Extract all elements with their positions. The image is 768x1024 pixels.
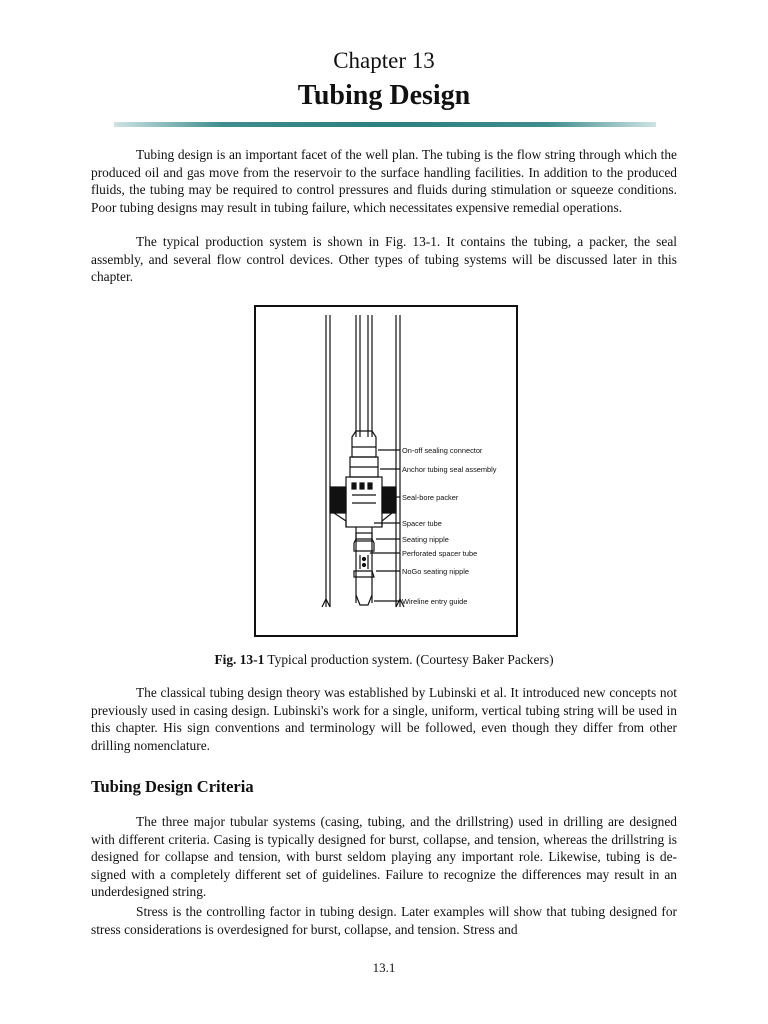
chapter-number: Chapter 13 — [333, 48, 435, 73]
label-seating-nipple: Seating nipple — [402, 535, 449, 544]
page-number: 13.1 — [372, 960, 396, 975]
paragraph-design-criteria: The three major tubular systems (casing, tubing, and the drillstring) used in drilling are designed with different criteria. Casing is typically designed for burst, collapse, and tension, whereas the drillstring is designed for collapse and tension, with burst seldom playing any important role. Likewise, tubing is de- signed with a completely different set of guidelines. Failure to recognize the differences may result in an underdesigned string. — [91, 814, 677, 900]
section-heading: Tubing Design Criteria — [91, 777, 254, 796]
paragraph-stress: Stress is the controlling factor in tubing design. Later examples will show that tubing designed for stress considerations is overdesigned for burst, collapse, and tension. Stress and — [91, 904, 677, 937]
production-system-diagram — [256, 307, 516, 635]
paragraph-intro: Tubing design is an important facet of the well plan. The tubing is the flow string through which the produced oil and gas move from the reservoir to the surface handling facilities. In addition to the produced fluids, the tubing may be required to control pressures and fluids during stimulation or squeeze conditions. Poor tubing designs may result in tubing failure, which necessitates expensive remedial operations. — [91, 147, 677, 215]
label-spacer-tube: Spacer tube — [402, 519, 442, 528]
figure-caption-label: Fig. 13-1 — [214, 652, 265, 667]
paragraph-lubinski: The classical tubing design theory was established by Lubinski et al. It introduced new concepts not previously used in casing design. Lubinski's work for a single, uniform, vertical tubing string will be used in this chapter. His sign conventions and terminology will be followed, even though they differ from other drilling nomenclature. — [91, 685, 677, 753]
chapter-title: Tubing Design — [297, 80, 471, 111]
production-system-figure — [254, 305, 518, 637]
figure-caption-text: Typical production system. (Courtesy Baker Packers) — [264, 652, 554, 667]
figure-caption — [0, 652, 768, 668]
label-perforated-spacer-tube: Perforated spacer tube — [402, 549, 478, 558]
label-seal-bore-packer: Seal-bore packer — [402, 493, 459, 502]
label-on-off-sealing-connector: On-off sealing connector — [402, 446, 483, 455]
title-divider — [114, 122, 656, 127]
label-anchor-tubing-seal-assembly: Anchor tubing seal assembly — [402, 465, 497, 474]
label-wireline-entry-guide: Wireline entry guide — [402, 597, 468, 606]
paragraph-production-system: The typical production system is shown in Fig. 13-1. It contains the tubing, a packer, the seal assembly, and several flow control devices. Other types of tubing systems will be discussed later in this chapter. — [91, 234, 677, 285]
label-nogo-seating-nipple: NoGo seating nipple — [402, 567, 469, 576]
